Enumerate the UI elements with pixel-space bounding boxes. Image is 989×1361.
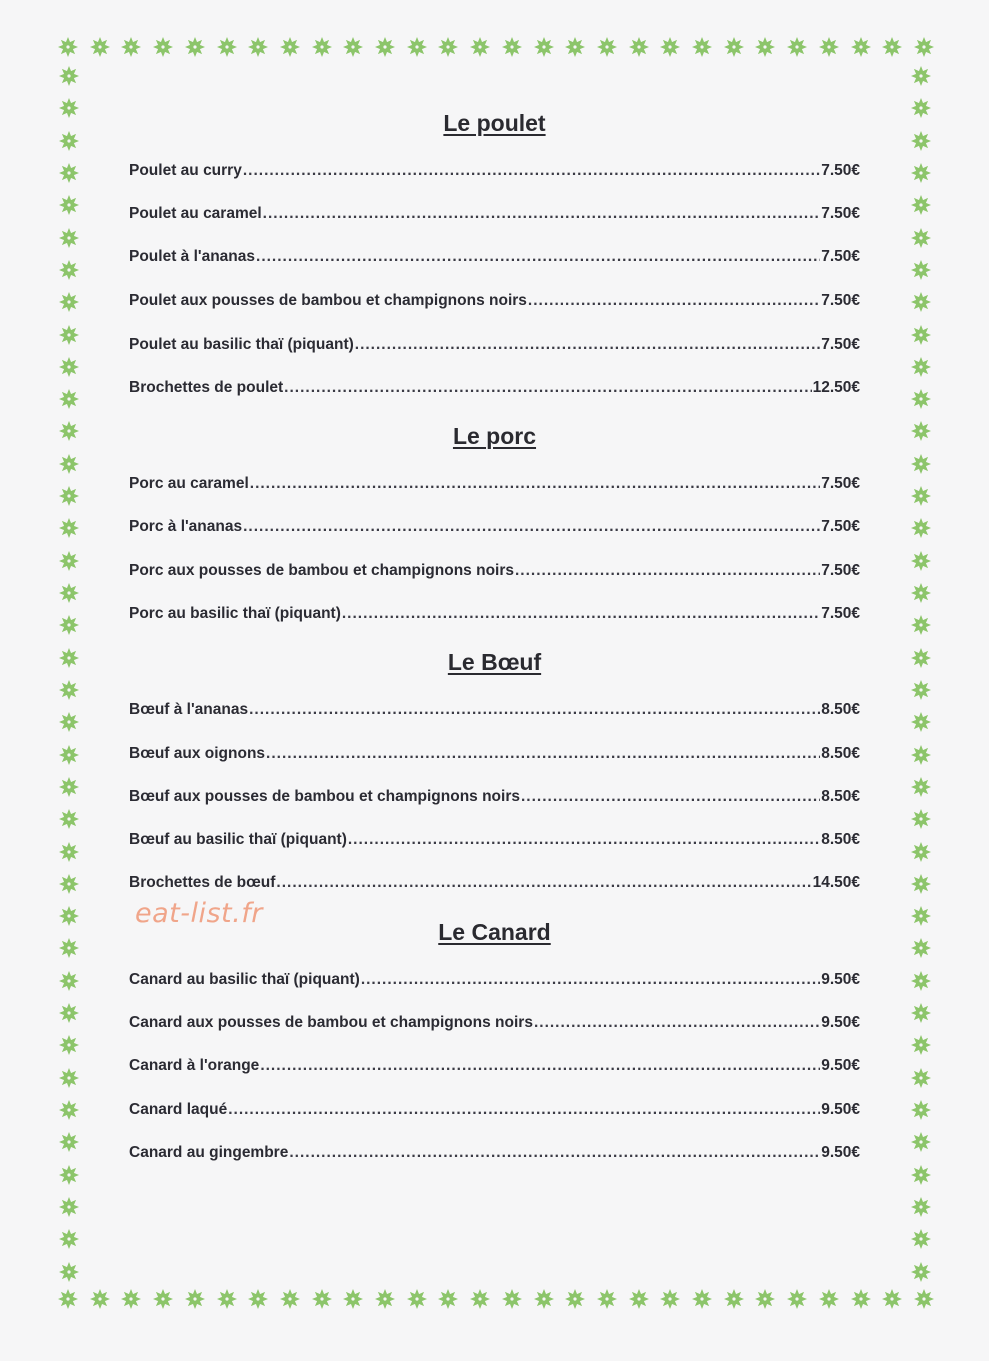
asterisk-flower-icon — [151, 1287, 175, 1311]
asterisk-flower-icon — [57, 1098, 81, 1122]
asterisk-flower-icon — [909, 743, 933, 767]
asterisk-flower-icon — [909, 129, 933, 153]
asterisk-flower-icon — [57, 840, 81, 864]
asterisk-flower-icon — [909, 936, 933, 960]
asterisk-flower-icon — [57, 226, 81, 250]
asterisk-flower-icon — [909, 807, 933, 831]
asterisk-flower-icon — [57, 323, 81, 347]
asterisk-flower-icon — [246, 1287, 270, 1311]
asterisk-flower-icon — [278, 1287, 302, 1311]
asterisk-flower-icon — [909, 904, 933, 928]
asterisk-flower-icon — [57, 872, 81, 896]
asterisk-flower-icon — [753, 1287, 777, 1311]
menu-item: Porc au caramel ..... 7.50€ — [129, 473, 860, 495]
asterisk-flower-icon — [373, 35, 397, 59]
asterisk-flower-icon — [278, 35, 302, 59]
asterisk-flower-icon — [909, 1001, 933, 1025]
asterisk-flower-icon — [341, 1287, 365, 1311]
asterisk-flower-icon — [627, 35, 651, 59]
asterisk-flower-icon — [563, 35, 587, 59]
menu-item: Poulet au caramel ..... 7.50€ — [129, 203, 860, 225]
asterisk-flower-icon — [57, 129, 81, 153]
asterisk-flower-icon — [909, 387, 933, 411]
asterisk-flower-icon — [909, 840, 933, 864]
asterisk-flower-icon — [909, 613, 933, 637]
asterisk-flower-icon — [57, 904, 81, 928]
section-title-porc: Le porc — [452, 423, 537, 449]
asterisk-flower-icon — [405, 1287, 429, 1311]
asterisk-flower-icon — [909, 290, 933, 314]
asterisk-flower-icon — [690, 1287, 714, 1311]
asterisk-flower-icon — [57, 355, 81, 379]
asterisk-flower-icon — [119, 35, 143, 59]
asterisk-flower-icon — [57, 1130, 81, 1154]
asterisk-flower-icon — [151, 35, 175, 59]
asterisk-flower-icon — [57, 936, 81, 960]
asterisk-flower-icon — [405, 35, 429, 59]
asterisk-flower-icon — [373, 1287, 397, 1311]
asterisk-flower-icon — [57, 96, 81, 120]
asterisk-flower-icon — [909, 226, 933, 250]
asterisk-flower-icon — [57, 710, 81, 734]
menu-item: Canard à l'orange ..... 9.50€ — [129, 1055, 860, 1077]
asterisk-flower-icon — [532, 1287, 556, 1311]
asterisk-flower-icon — [753, 35, 777, 59]
asterisk-flower-icon — [57, 452, 81, 476]
asterisk-flower-icon — [57, 581, 81, 605]
asterisk-flower-icon — [119, 1287, 143, 1311]
asterisk-flower-icon — [909, 193, 933, 217]
border-right — [906, 64, 936, 1284]
asterisk-flower-icon — [57, 290, 81, 314]
asterisk-flower-icon — [909, 355, 933, 379]
asterisk-flower-icon — [909, 646, 933, 670]
asterisk-flower-icon — [468, 35, 492, 59]
asterisk-flower-icon — [849, 35, 873, 59]
asterisk-flower-icon — [57, 1260, 81, 1284]
asterisk-flower-icon — [56, 1287, 80, 1311]
asterisk-flower-icon — [880, 35, 904, 59]
asterisk-flower-icon — [785, 1287, 809, 1311]
asterisk-flower-icon — [56, 35, 80, 59]
menu-item: Bœuf à l'ananas ..... 8.50€ — [129, 699, 860, 721]
section-title-boeuf: Le Bœuf — [447, 649, 542, 675]
asterisk-flower-icon — [912, 1287, 936, 1311]
asterisk-flower-icon — [909, 1195, 933, 1219]
asterisk-flower-icon — [57, 1195, 81, 1219]
menu-item: Bœuf au basilic thaï (piquant) ..... 8.50€ — [129, 829, 860, 851]
asterisk-flower-icon — [595, 1287, 619, 1311]
asterisk-flower-icon — [246, 35, 270, 59]
menu-item: Brochettes de poulet ..... 12.50€ — [129, 377, 860, 399]
menu-item: Poulet au curry ..... 7.50€ — [129, 160, 860, 182]
menu-item: Bœuf aux pousses de bambou et champignons noirs ..... 8.50€ — [129, 786, 860, 808]
menu-item: Poulet au basilic thaï (piquant) ..... 7.50€ — [129, 334, 860, 356]
asterisk-flower-icon — [57, 484, 81, 508]
asterisk-flower-icon — [215, 1287, 239, 1311]
asterisk-flower-icon — [183, 35, 207, 59]
asterisk-flower-icon — [57, 516, 81, 540]
border-left — [54, 64, 84, 1284]
asterisk-flower-icon — [849, 1287, 873, 1311]
asterisk-flower-icon — [310, 35, 334, 59]
asterisk-flower-icon — [817, 35, 841, 59]
asterisk-flower-icon — [909, 1130, 933, 1154]
border-bottom — [56, 1284, 936, 1314]
menu-item: Porc au basilic thaï (piquant) ..... 7.50€ — [129, 603, 860, 625]
asterisk-flower-icon — [215, 35, 239, 59]
asterisk-flower-icon — [57, 807, 81, 831]
asterisk-flower-icon — [57, 1001, 81, 1025]
asterisk-flower-icon — [57, 258, 81, 282]
asterisk-flower-icon — [690, 35, 714, 59]
menu-item: Poulet aux pousses de bambou et champignons noirs ..... 7.50€ — [129, 290, 860, 312]
asterisk-flower-icon — [909, 710, 933, 734]
asterisk-flower-icon — [909, 872, 933, 896]
menu-item: Canard au gingembre ..... 9.50€ — [129, 1142, 860, 1164]
asterisk-flower-icon — [627, 1287, 651, 1311]
asterisk-flower-icon — [57, 64, 81, 88]
asterisk-flower-icon — [57, 613, 81, 637]
asterisk-flower-icon — [57, 1227, 81, 1251]
asterisk-flower-icon — [909, 1033, 933, 1057]
asterisk-flower-icon — [909, 161, 933, 185]
asterisk-flower-icon — [57, 646, 81, 670]
asterisk-flower-icon — [57, 678, 81, 702]
asterisk-flower-icon — [909, 1066, 933, 1090]
asterisk-flower-icon — [912, 35, 936, 59]
asterisk-flower-icon — [57, 969, 81, 993]
section-title-canard: Le Canard — [438, 919, 551, 945]
asterisk-flower-icon — [88, 35, 112, 59]
asterisk-flower-icon — [909, 516, 933, 540]
section-title-poulet: Le poulet — [443, 110, 546, 136]
asterisk-flower-icon — [341, 35, 365, 59]
asterisk-flower-icon — [468, 1287, 492, 1311]
asterisk-flower-icon — [909, 969, 933, 993]
asterisk-flower-icon — [436, 1287, 460, 1311]
asterisk-flower-icon — [57, 743, 81, 767]
asterisk-flower-icon — [909, 1260, 933, 1284]
asterisk-flower-icon — [88, 1287, 112, 1311]
asterisk-flower-icon — [909, 549, 933, 573]
asterisk-flower-icon — [909, 581, 933, 605]
menu-item: Porc à l'ananas ..... 7.50€ — [129, 516, 860, 538]
menu-item: Canard laqué ..... 9.50€ — [129, 1099, 860, 1121]
asterisk-flower-icon — [500, 1287, 524, 1311]
menu-item: Canard aux pousses de bambou et champignons noirs ..... 9.50€ — [129, 1012, 860, 1034]
asterisk-flower-icon — [909, 452, 933, 476]
asterisk-flower-icon — [57, 161, 81, 185]
asterisk-flower-icon — [595, 35, 619, 59]
asterisk-flower-icon — [57, 419, 81, 443]
asterisk-flower-icon — [722, 1287, 746, 1311]
asterisk-flower-icon — [880, 1287, 904, 1311]
border-top — [56, 32, 936, 62]
menu-item: Porc aux pousses de bambou et champignons noirs ..... 7.50€ — [129, 560, 860, 582]
asterisk-flower-icon — [909, 678, 933, 702]
asterisk-flower-icon — [785, 35, 809, 59]
asterisk-flower-icon — [57, 387, 81, 411]
asterisk-flower-icon — [532, 35, 556, 59]
asterisk-flower-icon — [57, 1033, 81, 1057]
asterisk-flower-icon — [57, 549, 81, 573]
asterisk-flower-icon — [658, 1287, 682, 1311]
asterisk-flower-icon — [500, 35, 524, 59]
asterisk-flower-icon — [57, 193, 81, 217]
watermark: eat-list.fr — [135, 898, 263, 929]
asterisk-flower-icon — [909, 775, 933, 799]
menu-item: Canard au basilic thaï (piquant) ..... 9.50€ — [129, 969, 860, 991]
asterisk-flower-icon — [817, 1287, 841, 1311]
menu-item: Poulet à l'ananas ..... 7.50€ — [129, 246, 860, 268]
menu-item: Bœuf aux oignons ..... 8.50€ — [129, 743, 860, 765]
asterisk-flower-icon — [909, 1163, 933, 1187]
asterisk-flower-icon — [909, 64, 933, 88]
asterisk-flower-icon — [909, 419, 933, 443]
asterisk-flower-icon — [722, 35, 746, 59]
asterisk-flower-icon — [909, 1227, 933, 1251]
menu-item: Brochettes de bœuf ..... 14.50€ — [129, 872, 860, 894]
asterisk-flower-icon — [563, 1287, 587, 1311]
asterisk-flower-icon — [310, 1287, 334, 1311]
asterisk-flower-icon — [183, 1287, 207, 1311]
asterisk-flower-icon — [909, 258, 933, 282]
asterisk-flower-icon — [909, 96, 933, 120]
asterisk-flower-icon — [909, 1098, 933, 1122]
asterisk-flower-icon — [436, 35, 460, 59]
asterisk-flower-icon — [57, 1163, 81, 1187]
asterisk-flower-icon — [57, 775, 81, 799]
asterisk-flower-icon — [909, 323, 933, 347]
asterisk-flower-icon — [909, 484, 933, 508]
asterisk-flower-icon — [658, 35, 682, 59]
asterisk-flower-icon — [57, 1066, 81, 1090]
